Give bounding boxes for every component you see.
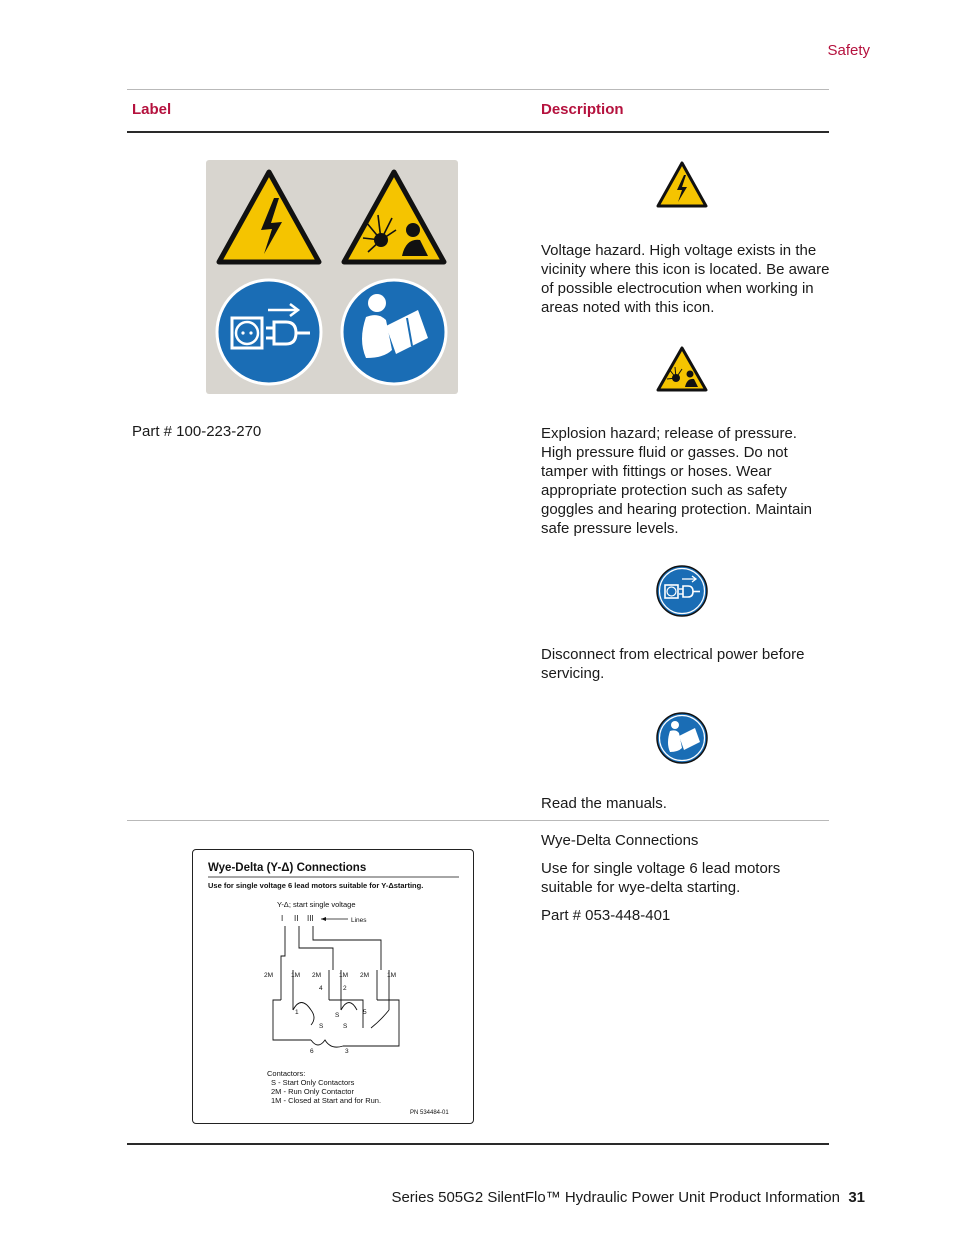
page-number: 31 [848,1189,865,1206]
row-divider [127,820,829,821]
explosion-hazard-small-icon [655,345,709,394]
description-explosion: Explosion hazard; release of pressure. High pressure fluid or gasses. Do not tamper with fittings or hoses. Wear appropriate protection such as safety goggles and hearing protection. Maintain safe pressure levels. [541,425,813,537]
description-read-manual: Read the manuals. [541,795,667,812]
row2-description: Use for single voltage 6 lead motors suitable for wye-delta starting. [541,860,781,896]
read-manual-icon [342,280,446,384]
footer-title: Series 505G2 SilentFlo™ Hydraulic Power Unit Product Information [391,1189,840,1206]
diagram-title: Wye-Delta (Y-Δ) Connections [208,862,367,874]
part-number-label: Part # 100-223-270 [132,423,262,440]
contactor-label-1m-a: 1M [291,972,301,979]
contactor-label-2m-b: 2M [312,972,322,979]
lead-number-6: 6 [310,1048,314,1055]
lead-number-1: 1 [295,1009,299,1016]
lead-number-5: 5 [363,1009,367,1016]
diagram-start-label: Y-Δ; start single voltage [277,900,356,909]
lead-number-2: 2 [343,985,347,992]
disconnect-power-icon [217,280,321,384]
lead-number-4: 4 [319,985,323,992]
row2-title: Wye-Delta Connections [541,832,699,849]
page-footer [391,1189,865,1206]
line-numeral-2: II [294,914,299,923]
voltage-hazard-small-icon [655,160,709,210]
voltage-hazard-icon [219,172,319,262]
contactor-label-2m-a: 2M [264,972,274,979]
s-label-2: S [335,1012,340,1019]
explosion-hazard-icon [344,172,444,262]
description-disconnect: Disconnect from electrical power before servicing. [541,646,805,682]
lead-number-3: 3 [345,1048,349,1055]
table-bottom-rule [127,1143,829,1145]
table-header-rule [127,131,829,133]
diagram-pn: PN 534484-01 [410,1110,449,1116]
line-numeral-3: III [307,914,314,923]
safety-label-image [206,160,458,394]
table-top-rule [127,89,829,90]
row2-part-number: Part # 053-448-401 [541,907,671,924]
contactor-label-2m-c: 2M [360,972,370,979]
contactor-s: S - Start Only Contactors [271,1078,355,1087]
contactor-1m: 1M - Closed at Start and for Run. [271,1096,382,1105]
s-label-1: S [319,1023,324,1030]
section-title: Safety [827,42,870,59]
line-numeral-1: I [281,914,284,923]
wye-delta-diagram [192,849,474,1124]
diagram-subtitle: Use for single voltage 6 lead motors suitable for Y-Δstarting. [208,881,424,890]
disconnect-power-small-icon [655,564,709,618]
contactors-heading: Contactors: [267,1069,306,1078]
s-label-3: S [343,1023,348,1030]
column-header-description: Description [541,101,624,118]
contactor-label-1m-c: 1M [387,972,397,979]
lines-label: Lines [351,917,367,924]
contactor-label-1m-b: 1M [339,972,349,979]
contactor-2m: 2M - Run Only Contactor [271,1087,354,1096]
description-voltage: Voltage hazard. High voltage exists in the vicinity where this icon is located. Be aware of possible electrocution when working in areas noted with this icon. [541,242,830,316]
read-manual-small-icon [655,711,709,765]
column-header-label: Label [132,101,172,118]
